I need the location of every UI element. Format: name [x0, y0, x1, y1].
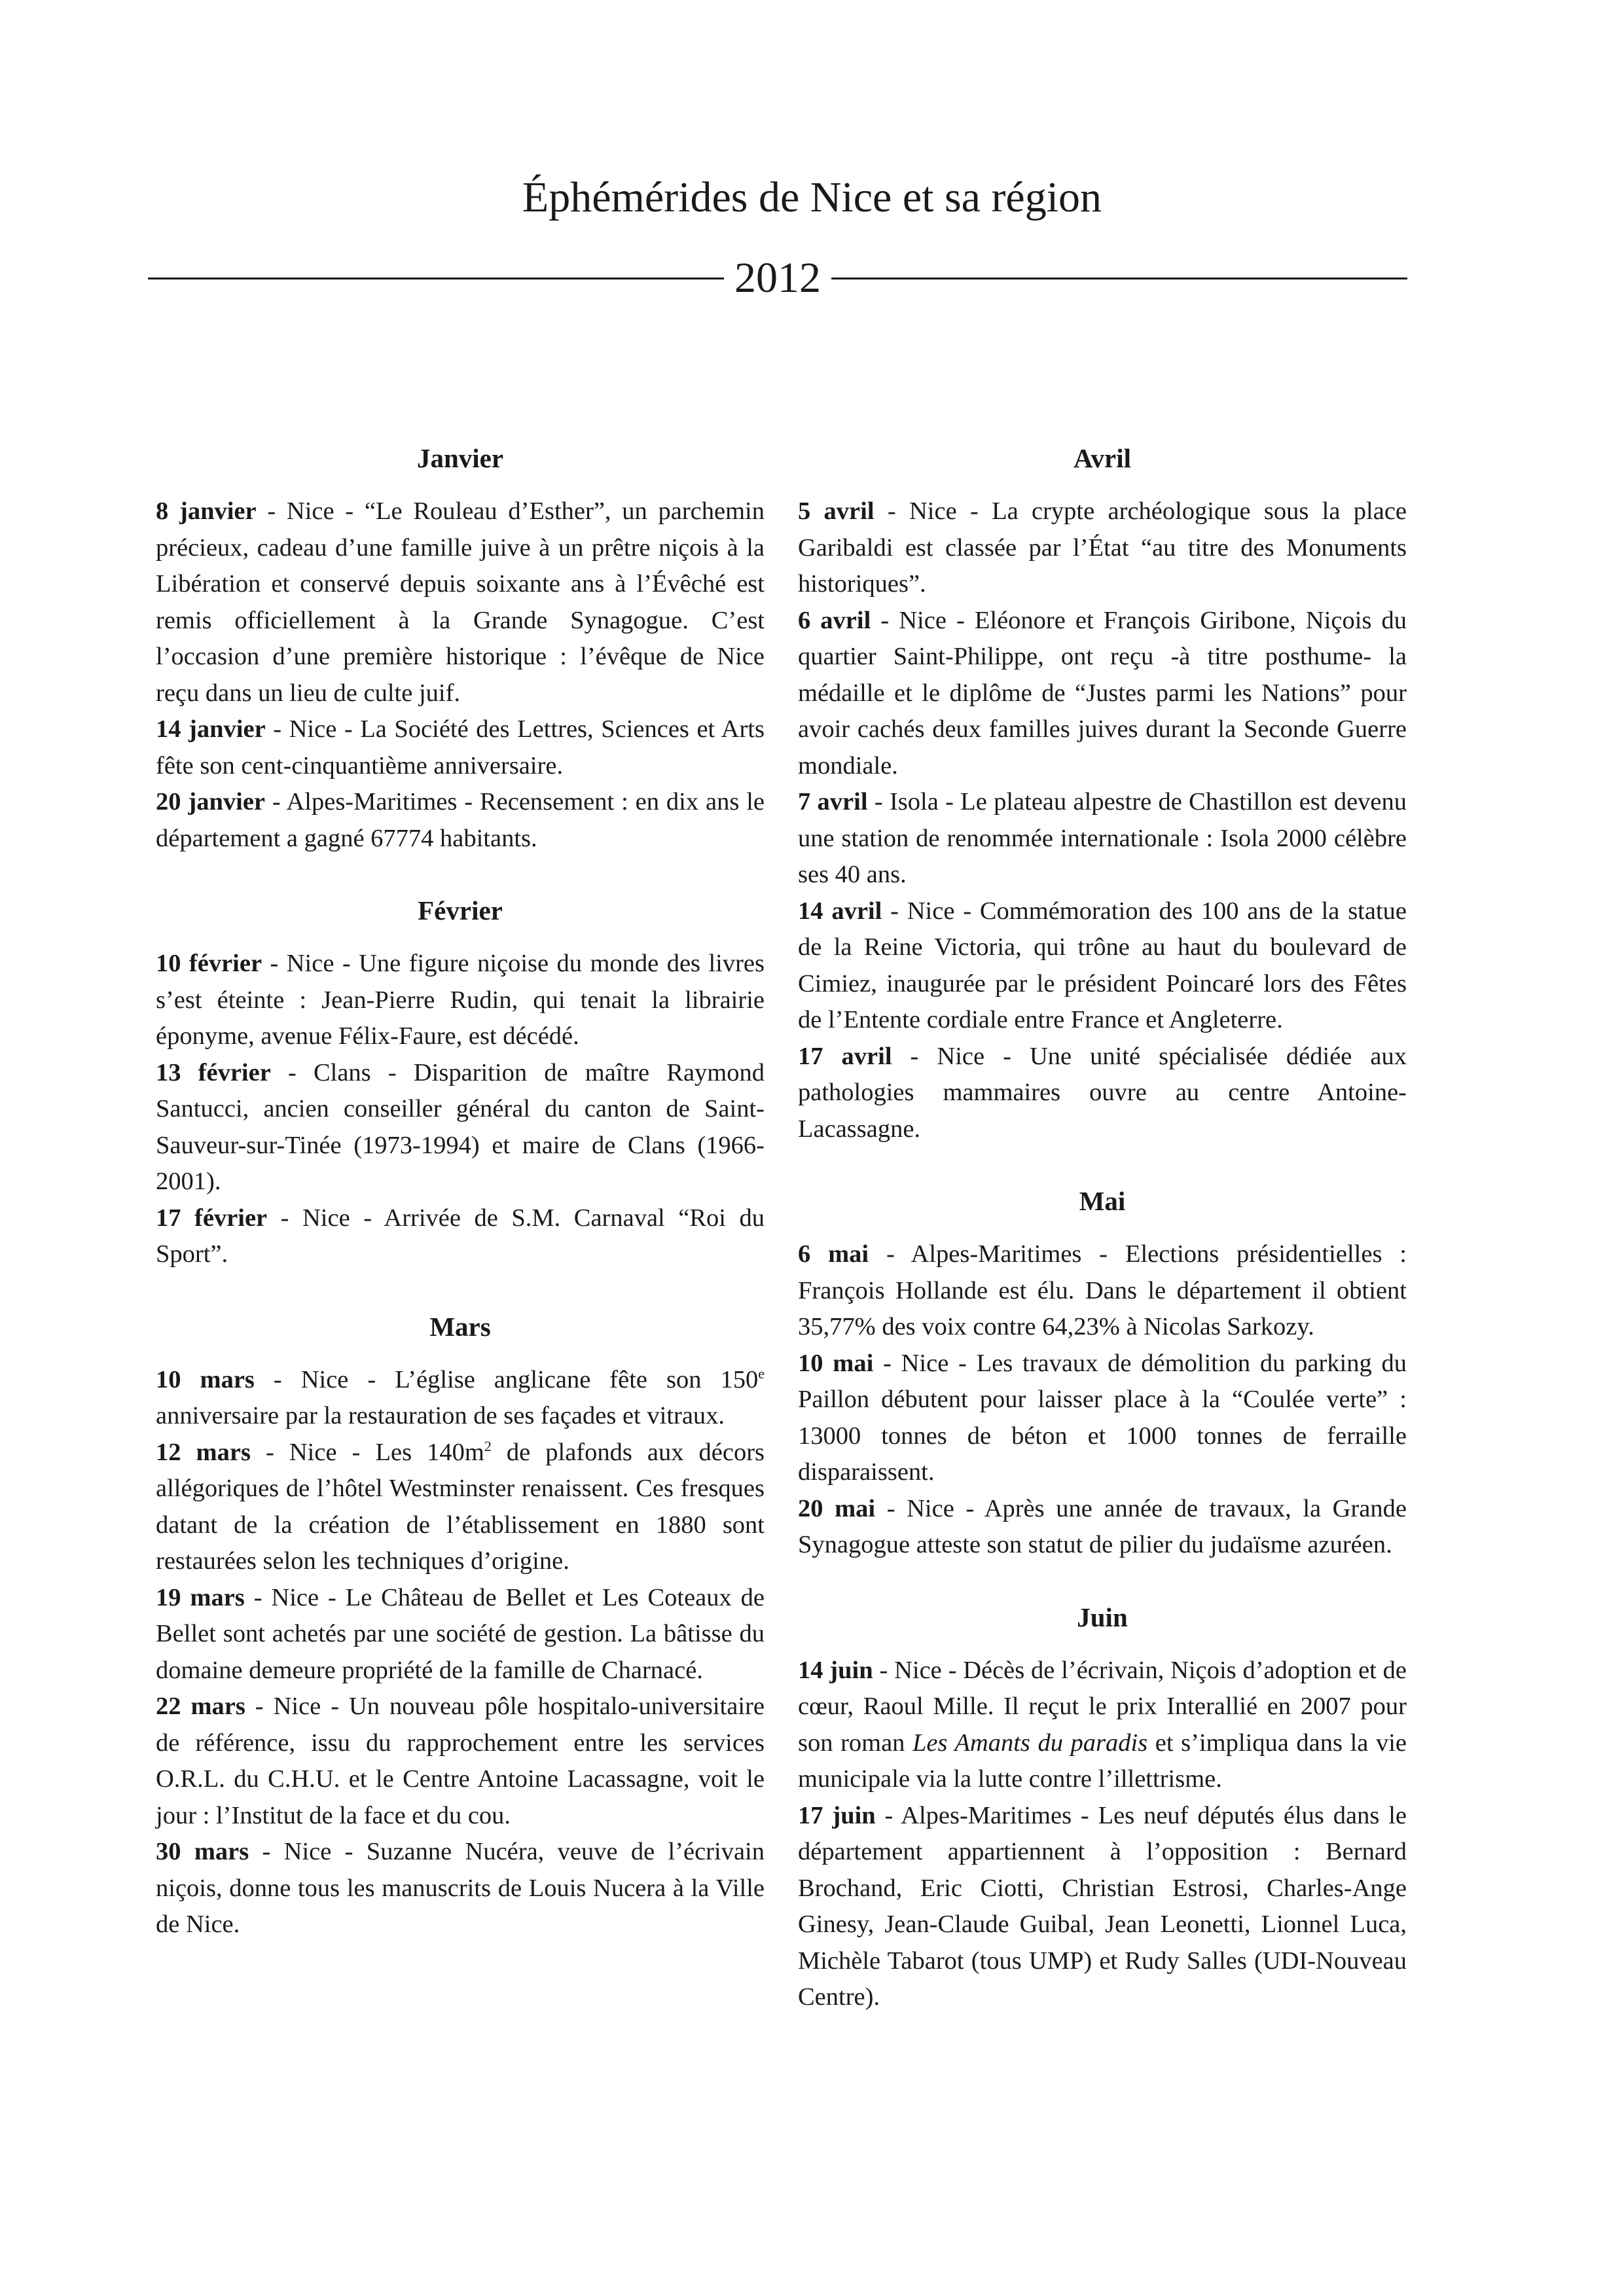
entry-10-mai: [798, 1346, 1407, 1491]
entry-text: et s’impliqua dans la vie municipale via la lutte contre l’illettrisme.: [798, 1729, 1407, 1793]
left-rule: [148, 278, 724, 279]
entry-date: 13 février: [156, 1058, 271, 1086]
entry-text: - Alpes-Maritimes - Elections présidentielles : François Hollande est élu. Dans le département il obtient 35,77% des voix contre 64,23% à Nicolas Sarkozy.: [798, 1240, 1407, 1340]
month-avril: [798, 439, 1407, 1147]
entry-30-mars: [156, 1834, 765, 1943]
entry-22-mars: [156, 1689, 765, 1834]
month-heading: Juin: [1077, 1602, 1128, 1632]
entry-6-avril: [798, 603, 1407, 785]
entry-date: 20 mai: [798, 1494, 876, 1522]
entry-17-avril: [798, 1039, 1407, 1148]
entry-8-janvier: [156, 493, 765, 711]
book-title: Les Amants du paradis: [912, 1729, 1148, 1757]
month-mai: [798, 1181, 1407, 1564]
entry-text: - Alpes-Maritimes - Les neuf députés élus dans le département appartiennent à l’opposition : Bernard Brochand, Eric Ciotti, Christian Estrosi, Charles-Ange Ginesy, Jean-Claude Guibal, Jean Leonetti, Lionnel Luca, Michèle Tabarot (tous UMP) et Rudy Salles (UDI-Nouveau Centre).: [798, 1801, 1407, 2011]
entry-date: 8 janvier: [156, 497, 257, 525]
entry-12-mars: [156, 1435, 765, 1580]
entry-text: - Alpes-Maritimes - Recensement : en dix ans le département a gagné 67774 habitants.: [156, 788, 765, 852]
left-column: [156, 439, 765, 1943]
entry-14-juin: [798, 1653, 1407, 1798]
entry-text: - Nice - Arrivée de S.M. Carnaval “Roi du Sport”.: [156, 1204, 765, 1268]
entry-text: - Nice - L’église anglicane fête son 150: [254, 1365, 759, 1393]
entry-17-fevrier: [156, 1200, 765, 1273]
entry-text: - Nice - Les travaux de démolition du parking du Paillon débutent pour laisser place à la “Coulée verte” : 13000 tonnes de béton et 1000 tonnes de ferraille disparaissent.: [798, 1349, 1407, 1486]
month-janvier: [156, 439, 765, 857]
entry-date: 6 avril: [798, 606, 871, 634]
entry-text: - Nice - Décès de l’écrivain, Niçois d’adoption et de cœur, Raoul Mille. Il reçut le prix Interallié en 2007 pour son roman: [798, 1656, 1407, 1757]
entry-10-mars: [156, 1362, 765, 1435]
entry-text: - Nice - La crypte archéologique sous la place Garibaldi est classée par l’État “au titre des Monuments historiques”.: [798, 497, 1407, 598]
entry-date: 17 juin: [798, 1801, 876, 1829]
entry-17-juin: [798, 1798, 1407, 2016]
entry-20-mai: [798, 1491, 1407, 1564]
entry-date: 17 février: [156, 1204, 268, 1232]
month-heading: Avril: [1073, 443, 1132, 473]
entry-text: - Nice - La Société des Lettres, Sciences et Arts fête son cent-cinquantième anniversaire.: [156, 715, 765, 780]
entry-10-fevrier: [156, 946, 765, 1055]
entry-date: 17 avril: [798, 1042, 892, 1070]
entry-date: 19 mars: [156, 1583, 245, 1611]
entry-19-mars: [156, 1580, 765, 1689]
entry-text: - Isola - Le plateau alpestre de Chastillon est devenu une station de renommée internationale : Isola 2000 célèbre ses 40 ans.: [798, 788, 1407, 888]
entry-date: 7 avril: [798, 788, 868, 816]
year-label: 2012: [734, 254, 821, 302]
right-rule: [831, 278, 1407, 279]
entry-date: 12 mars: [156, 1438, 251, 1466]
entry-text: - Nice - Une unité spécialisée dédiée aux pathologies mammaires ouvre au centre Antoine-Lacassagne.: [798, 1042, 1407, 1143]
entry-date: 6 mai: [798, 1240, 869, 1268]
entry-14-avril: [798, 893, 1407, 1039]
entry-13-fevrier: [156, 1055, 765, 1200]
month-fevrier: [156, 891, 765, 1273]
right-column: [798, 439, 1407, 2016]
month-heading: Mars: [429, 1311, 491, 1342]
year-divider: [148, 252, 1407, 304]
month-heading: Mai: [1079, 1186, 1126, 1216]
month-heading: Février: [418, 895, 503, 925]
entry-text: - Nice - Suzanne Nucéra, veuve de l’écrivain niçois, donne tous les manuscrits de Louis Nucera à la Ville de Nice.: [156, 1838, 765, 1938]
entry-date: 5 avril: [798, 497, 875, 525]
superscript: 2: [484, 1437, 492, 1454]
month-juin: [798, 1598, 1407, 2016]
entry-text: - Nice - Après une année de travaux, la Grande Synagogue atteste son statut de pilier du judaïsme azuréen.: [798, 1494, 1407, 1558]
entry-text: - Nice - Commémoration des 100 ans de la statue de la Reine Victoria, qui trône au haut du boulevard de Cimiez, inaugurée par le président Poincaré lors des Fêtes de l’Entente cordiale entre France et Angleterre.: [798, 897, 1407, 1033]
entry-date: 10 mars: [156, 1365, 255, 1393]
entry-text: - Clans - Disparition de maître Raymond Santucci, ancien conseiller général du canton de Saint-Sauveur-sur-Tinée (1973-1994) et maire de Clans (1966-2001).: [156, 1058, 765, 1195]
entry-date: 20 janvier: [156, 788, 265, 816]
entry-7-avril: [798, 784, 1407, 893]
entry-date: 14 juin: [798, 1656, 873, 1684]
entry-text: anniversaire par la restauration de ses façades et vitraux.: [156, 1402, 725, 1429]
superscript: e: [758, 1365, 765, 1382]
entry-text: - Nice - Les 140m: [250, 1438, 484, 1466]
entry-text: - Nice - Un nouveau pôle hospitalo-universitaire de référence, issu du rapprochement entre les services O.R.L. du C.H.U. et le Centre Antoine Lacassagne, voit le jour : l’Institut de la face et du cou.: [156, 1693, 765, 1829]
entry-text: - Nice - Le Château de Bellet et Les Coteaux de Bellet sont achetés par une société de gestion. La bâtisse du domaine demeure propriété de la famille de Charnacé.: [156, 1583, 765, 1684]
entry-date: 14 avril: [798, 897, 882, 925]
entry-14-janvier: [156, 711, 765, 784]
entry-date: 10 février: [156, 950, 262, 977]
entry-date: 10 mai: [798, 1349, 874, 1377]
month-mars: [156, 1307, 765, 1943]
entry-date: 14 janvier: [156, 715, 266, 743]
entry-text: - Nice - “Le Rouleau d’Esther”, un parchemin précieux, cadeau d’une famille juive à un prêtre niçois à la Libération et conservé depuis soixante ans à l’Évêché est remis officiellement à la Grande Synagogue. C’est l’occasion d’une première historique : l’évêque de Nice reçu dans un lieu de culte juif.: [156, 497, 765, 707]
entry-6-mai: [798, 1236, 1407, 1346]
entry-text: - Nice - Eléonore et François Giribone, Niçois du quartier Saint-Philippe, ont reçu -à titre posthume- la médaille et le diplôme de “Justes parmi les Nations” pour avoir cachés deux familles juives durant la Seconde Guerre mondiale.: [798, 606, 1407, 780]
page-title: Éphémérides de Nice et sa région: [522, 173, 1102, 221]
entry-date: 22 mars: [156, 1693, 245, 1720]
month-heading: Janvier: [416, 443, 504, 473]
entry-5-avril: [798, 493, 1407, 603]
entry-text: de plafonds aux décors allégoriques de l’hôtel Westminster renaissent. Ces fresques datant de la création de l’établissement en 1880 sont restaurées selon les techniques d’origine.: [156, 1438, 765, 1575]
entry-date: 30 mars: [156, 1838, 249, 1865]
entry-text: - Nice - Une figure niçoise du monde des livres s’est éteinte : Jean-Pierre Rudin, qui tenait la librairie éponyme, avenue Félix-Faure, est décédé.: [156, 950, 765, 1050]
entry-20-janvier: [156, 784, 765, 857]
